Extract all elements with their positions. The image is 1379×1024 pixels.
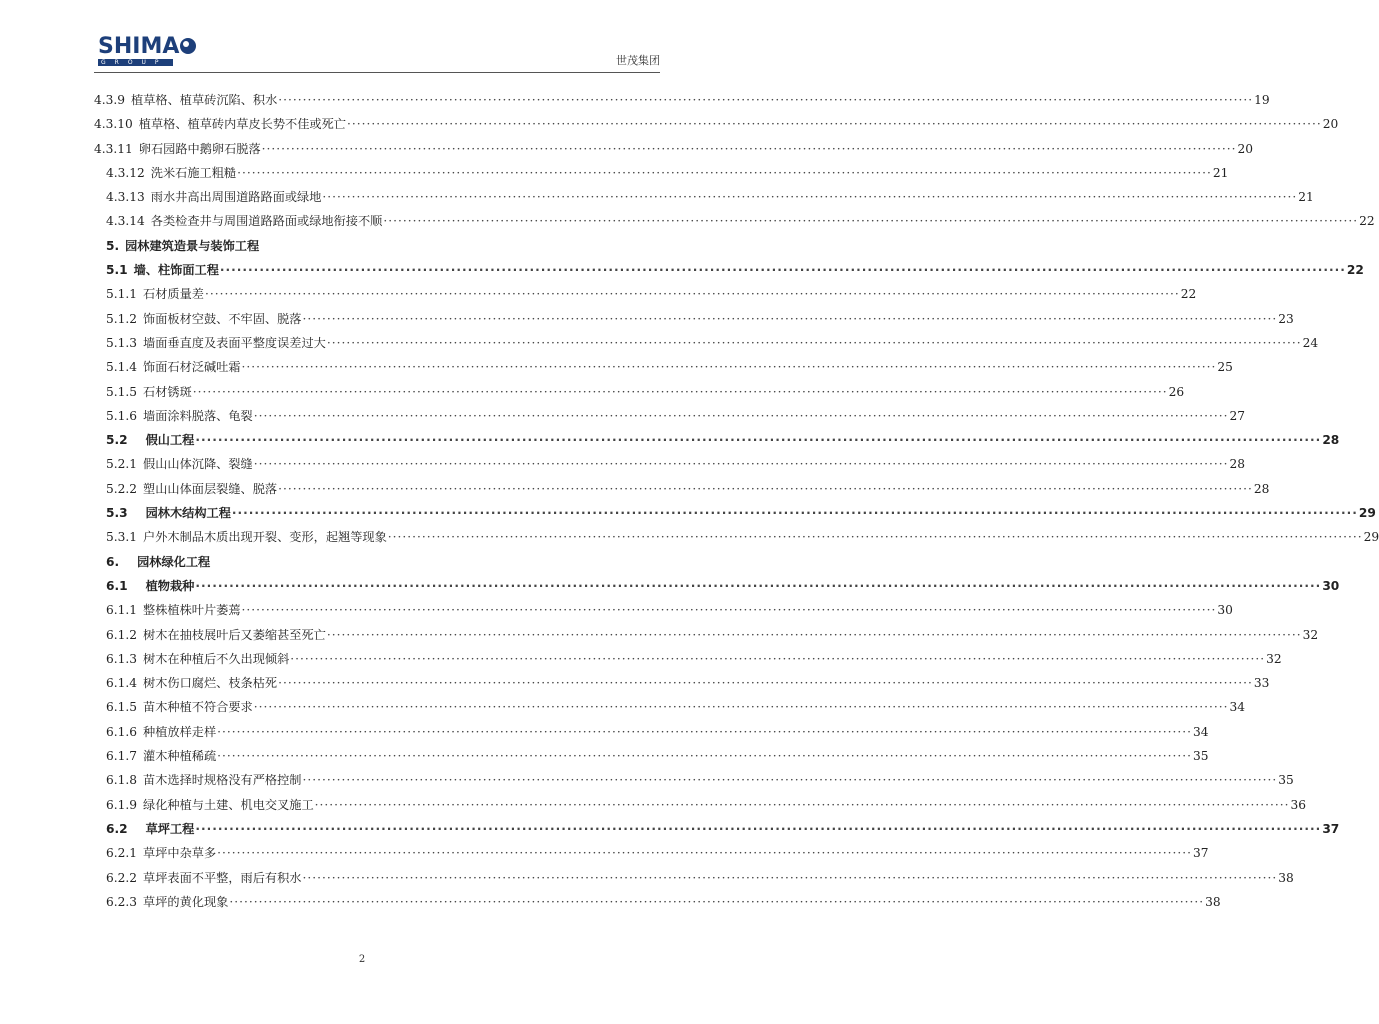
toc-entry-title: 塑山山体面层裂缝、脱落 (143, 481, 278, 496)
toc-entry-title: 石材锈斑 (143, 384, 192, 399)
toc-leader-dots: ········································································································································································································ (253, 700, 1229, 715)
toc-entry[interactable] (94, 503, 1376, 527)
toc-entry-page: 36 (1290, 797, 1306, 812)
toc-entry-page: 34 (1229, 700, 1246, 715)
toc-entry-number: 6.1.9 (106, 797, 138, 812)
toc-entry-number: 5.2.1 (106, 457, 138, 472)
toc-entry-number: 4.3.9 (94, 93, 126, 107)
toc-entry-page: 38 (1278, 870, 1294, 885)
toc-entry-number: 5.1 (106, 263, 128, 278)
table-of-contents (94, 90, 1379, 916)
toc-leader-dots: ········································································································································································································ (302, 311, 1278, 326)
toc-leader-dots: ········································································································································································································ (217, 749, 1192, 764)
toc-entry-page: 32 (1266, 651, 1282, 666)
toc-entry[interactable] (94, 527, 1379, 551)
toc-entry-page: 19 (1254, 93, 1270, 107)
toc-entry-page: 35 (1192, 749, 1209, 764)
toc-entry-page: 38 (1205, 894, 1221, 909)
toc-entry-page: 37 (1192, 846, 1209, 861)
toc-entry-title: 饰面石材泛碱吐霜 (143, 360, 241, 375)
toc-leader-dots: ········································································································································································································ (253, 408, 1229, 423)
toc-entry-number: 5.2 (106, 433, 128, 448)
toc-entry-number: 5.1.5 (106, 384, 138, 399)
toc-entry[interactable] (94, 673, 1270, 697)
toc-entry-title: 植草格、植草砖沉陷、积水 (131, 93, 278, 107)
toc-leader-dots: ········································································································································································································ (302, 773, 1278, 788)
toc-entry[interactable] (94, 843, 1209, 867)
toc-entry-number: 4.3.13 (106, 190, 145, 205)
toc-entry[interactable] (94, 479, 1270, 503)
toc-entry-page: 30 (1217, 603, 1233, 618)
toc-entry-page: 22 (1359, 214, 1375, 229)
toc-leader-dots: ········································································································································································································ (204, 287, 1180, 302)
toc-leader-dots: ········································································································································································································ (278, 481, 1253, 496)
toc-entry-number: 6.2.1 (106, 846, 138, 861)
toc-entry-page: 22 (1180, 287, 1197, 302)
toc-leader-dots: ········································································································································································································ (195, 578, 1322, 593)
globe-icon (180, 38, 196, 54)
toc-entry-title: 树木在种植后不久出现倾斜 (143, 651, 290, 666)
page-number: 2 (358, 954, 366, 965)
toc-leader-dots: ········································································································································································································ (326, 627, 1302, 642)
toc-leader-dots: ········································································································································································································ (326, 335, 1302, 350)
toc-entry-title: 灌木种植稀疏 (143, 749, 217, 764)
toc-entry[interactable] (94, 892, 1221, 916)
toc-entry-title: 苗木种植不符合要求 (143, 700, 253, 715)
toc-leader-dots: ········································································································································································································ (253, 457, 1229, 472)
toc-entry[interactable] (94, 382, 1185, 406)
toc-entry[interactable] (94, 649, 1282, 673)
toc-entry[interactable] (94, 625, 1319, 649)
toc-entry-title: 植草格、植草砖内草皮长势不佳或死亡 (138, 117, 346, 132)
toc-entry-title: 树木伤口腐烂、枝条枯死 (143, 676, 278, 691)
toc-entry-number: 4.3.12 (106, 165, 145, 180)
toc-entry-page: 23 (1278, 311, 1294, 326)
toc-entry[interactable] (94, 309, 1294, 333)
toc-entry-title: 园林木结构工程 (145, 506, 231, 521)
toc-leader-dots: ········································································································································································································ (217, 846, 1192, 861)
toc-entry-number: 6.1.5 (106, 700, 138, 715)
toc-entry-number: 5.1.2 (106, 311, 138, 326)
header-rule (94, 72, 660, 73)
toc-entry-page: 30 (1322, 578, 1340, 593)
toc-entry-title: 苗木选择时规格没有严格控制 (143, 773, 302, 788)
toc-entry-title: 洗米石施工粗糙 (150, 165, 237, 180)
toc-entry-title: 草坪表面不平整，雨后有积水 (143, 870, 302, 885)
toc-entry-title: 石材质量差 (143, 287, 204, 302)
toc-entry-page: 21 (1212, 165, 1229, 180)
toc-entry-number: 4.3.10 (94, 117, 133, 132)
toc-leader-dots: ········································································································································································································ (241, 360, 1217, 375)
toc-entry[interactable] (94, 211, 1375, 235)
toc-entry-number: 5.1.6 (106, 408, 138, 423)
toc-entry-page: 35 (1278, 773, 1294, 788)
toc-entry-page: 20 (1322, 117, 1339, 132)
toc-entry-title: 户外木制品木质出现开裂、变形，起翘等现象 (143, 530, 387, 545)
shimao-logo (98, 36, 196, 68)
toc-entry-title: 墙面涂料脱落、龟裂 (143, 408, 253, 423)
toc-leader-dots: ········································································································································································································ (241, 603, 1217, 618)
toc-entry-page: 20 (1237, 141, 1253, 156)
toc-entry-page: 33 (1253, 676, 1270, 691)
toc-entry-number: 6.1.8 (106, 773, 138, 788)
toc-entry-number: 5.1.4 (106, 360, 138, 375)
toc-entry-title: 树木在抽枝展叶后又萎缩甚至死亡 (143, 627, 326, 642)
toc-entry-number: 6.1.2 (106, 627, 138, 642)
toc-entry-page: 24 (1302, 335, 1319, 350)
toc-entry-number: 5.1.3 (106, 335, 138, 350)
toc-entry-number: 6.1.3 (106, 651, 138, 666)
toc-entry-number: 5.3 (106, 506, 128, 521)
toc-entry-title: 假山山体沉降、裂缝 (143, 457, 253, 472)
toc-entry[interactable] (94, 795, 1306, 819)
toc-leader-dots: ········································································································································································································ (302, 870, 1278, 885)
toc-entry[interactable] (94, 576, 1340, 600)
toc-entry[interactable] (94, 333, 1319, 357)
toc-entry-page: 27 (1229, 408, 1246, 423)
toc-entry[interactable] (94, 552, 624, 576)
toc-entry-number: 5.3.1 (106, 530, 138, 545)
toc-entry[interactable] (94, 163, 1229, 187)
toc-entry[interactable] (94, 722, 1209, 746)
toc-entry-page: 37 (1322, 821, 1340, 836)
toc-entry-number: 6.2.2 (106, 870, 138, 885)
toc-entry-page: 26 (1168, 384, 1185, 399)
toc-leader-dots: ········································································································································································································ (346, 117, 1322, 132)
toc-entry[interactable] (94, 454, 1246, 478)
toc-leader-dots: ········································································································································································································ (192, 384, 1168, 399)
toc-leader-dots: ········································································································································································································ (383, 214, 1359, 229)
toc-entry-page: 22 (1346, 263, 1364, 278)
toc-entry-title: 草坪工程 (145, 821, 195, 836)
toc-leader-dots: ········································································································································································································ (278, 676, 1253, 691)
toc-entry[interactable] (94, 114, 1339, 138)
toc-entry-title: 墙、柱饰面工程 (133, 263, 219, 278)
company-name: 世茂集团 (616, 54, 660, 67)
toc-entry[interactable] (94, 90, 1270, 114)
toc-entry[interactable] (94, 600, 1233, 624)
toc-entry-title: 园林建筑造景与装饰工程 (125, 238, 260, 253)
toc-entry-title: 各类检查井与周围道路路面或绿地衔接不顺 (150, 214, 383, 229)
toc-entry-number: 6.1.4 (106, 676, 138, 691)
toc-entry-number: 6.1.7 (106, 749, 138, 764)
toc-entry-title: 雨水井高出周围道路路面或绿地 (150, 190, 322, 205)
logo-group-text: GROUP (98, 59, 173, 66)
toc-entry-number: 5.1.1 (106, 287, 138, 302)
toc-entry-page: 21 (1298, 190, 1314, 205)
toc-entry-number: 6.2 (106, 821, 128, 836)
toc-entry-title: 园林绿化工程 (137, 554, 211, 569)
toc-entry[interactable] (94, 819, 1340, 843)
toc-leader-dots: ········································································································································································································ (195, 821, 1322, 836)
toc-entry[interactable] (94, 406, 1246, 430)
toc-entry-title: 饰面板材空鼓、不牢固、脱落 (143, 311, 302, 326)
toc-leader-dots: ········································································································································································································ (322, 190, 1298, 205)
toc-entry-number: 6. (106, 554, 120, 569)
toc-entry-title: 整株植株叶片萎蔫 (143, 603, 241, 618)
toc-entry[interactable] (94, 430, 1340, 454)
toc-leader-dots: ········································································································································································································ (219, 263, 1346, 278)
toc-entry-page: 34 (1192, 724, 1209, 739)
page-header (94, 34, 660, 70)
toc-entry-number: 5. (106, 238, 120, 253)
toc-entry-title: 绿化种植与土建、机电交叉施工 (143, 797, 314, 812)
toc-leader-dots: ········································································································································································································ (229, 894, 1205, 909)
toc-entry-page: 29 (1363, 530, 1379, 545)
toc-leader-dots: ········································································································································································································ (290, 651, 1266, 666)
toc-entry-page: 32 (1302, 627, 1319, 642)
toc-entry-number: 4.3.14 (106, 214, 145, 229)
toc-entry[interactable] (94, 139, 1253, 163)
toc-entry[interactable] (94, 284, 1197, 308)
toc-entry[interactable] (94, 697, 1246, 721)
toc-entry[interactable] (94, 746, 1209, 770)
toc-entry-title: 植物栽种 (145, 578, 195, 593)
toc-entry-number: 6.2.3 (106, 894, 138, 909)
toc-entry-title: 草坪中杂草多 (143, 846, 217, 861)
toc-entry[interactable] (94, 260, 1364, 284)
toc-entry-page: 25 (1217, 360, 1233, 375)
toc-entry-title: 种植放样走样 (143, 724, 217, 739)
toc-entry[interactable] (94, 868, 1294, 892)
toc-entry-page: 28 (1322, 433, 1340, 448)
toc-entry-title: 草坪的黄化现象 (143, 894, 229, 909)
toc-leader-dots: ········································································································································································································ (278, 93, 1254, 107)
logo-wordmark: SHIMA (98, 34, 180, 59)
toc-leader-dots: ········································································································································································································ (195, 433, 1322, 448)
toc-entry-title: 墙面垂直度及表面平整度误差过大 (143, 335, 326, 350)
toc-entry-page: 28 (1253, 481, 1270, 496)
toc-entry-number: 6.1 (106, 578, 128, 593)
toc-entry[interactable] (94, 187, 1314, 211)
toc-entry-page: 29 (1358, 506, 1376, 521)
toc-entry-number: 6.1.6 (106, 724, 138, 739)
toc-entry[interactable] (94, 236, 624, 260)
toc-leader-dots: ········································································································································································································ (387, 530, 1363, 545)
toc-leader-dots: ········································································································································································································ (231, 506, 1358, 521)
toc-entry[interactable] (94, 770, 1294, 794)
toc-entry[interactable] (94, 357, 1233, 381)
toc-leader-dots: ········································································································································································································ (237, 165, 1212, 180)
toc-entry-title: 卵石园路中鹅卵石脱落 (138, 141, 261, 156)
toc-entry-title: 假山工程 (145, 433, 195, 448)
toc-entry-number: 4.3.11 (94, 141, 133, 156)
toc-leader-dots: ········································································································································································································ (217, 724, 1192, 739)
toc-entry-number: 5.2.2 (106, 481, 138, 496)
toc-entry-page: 28 (1229, 457, 1246, 472)
toc-leader-dots: ········································································································································································································ (261, 141, 1237, 156)
toc-entry-number: 6.1.1 (106, 603, 138, 618)
toc-leader-dots: ········································································································································································································ (314, 797, 1290, 812)
